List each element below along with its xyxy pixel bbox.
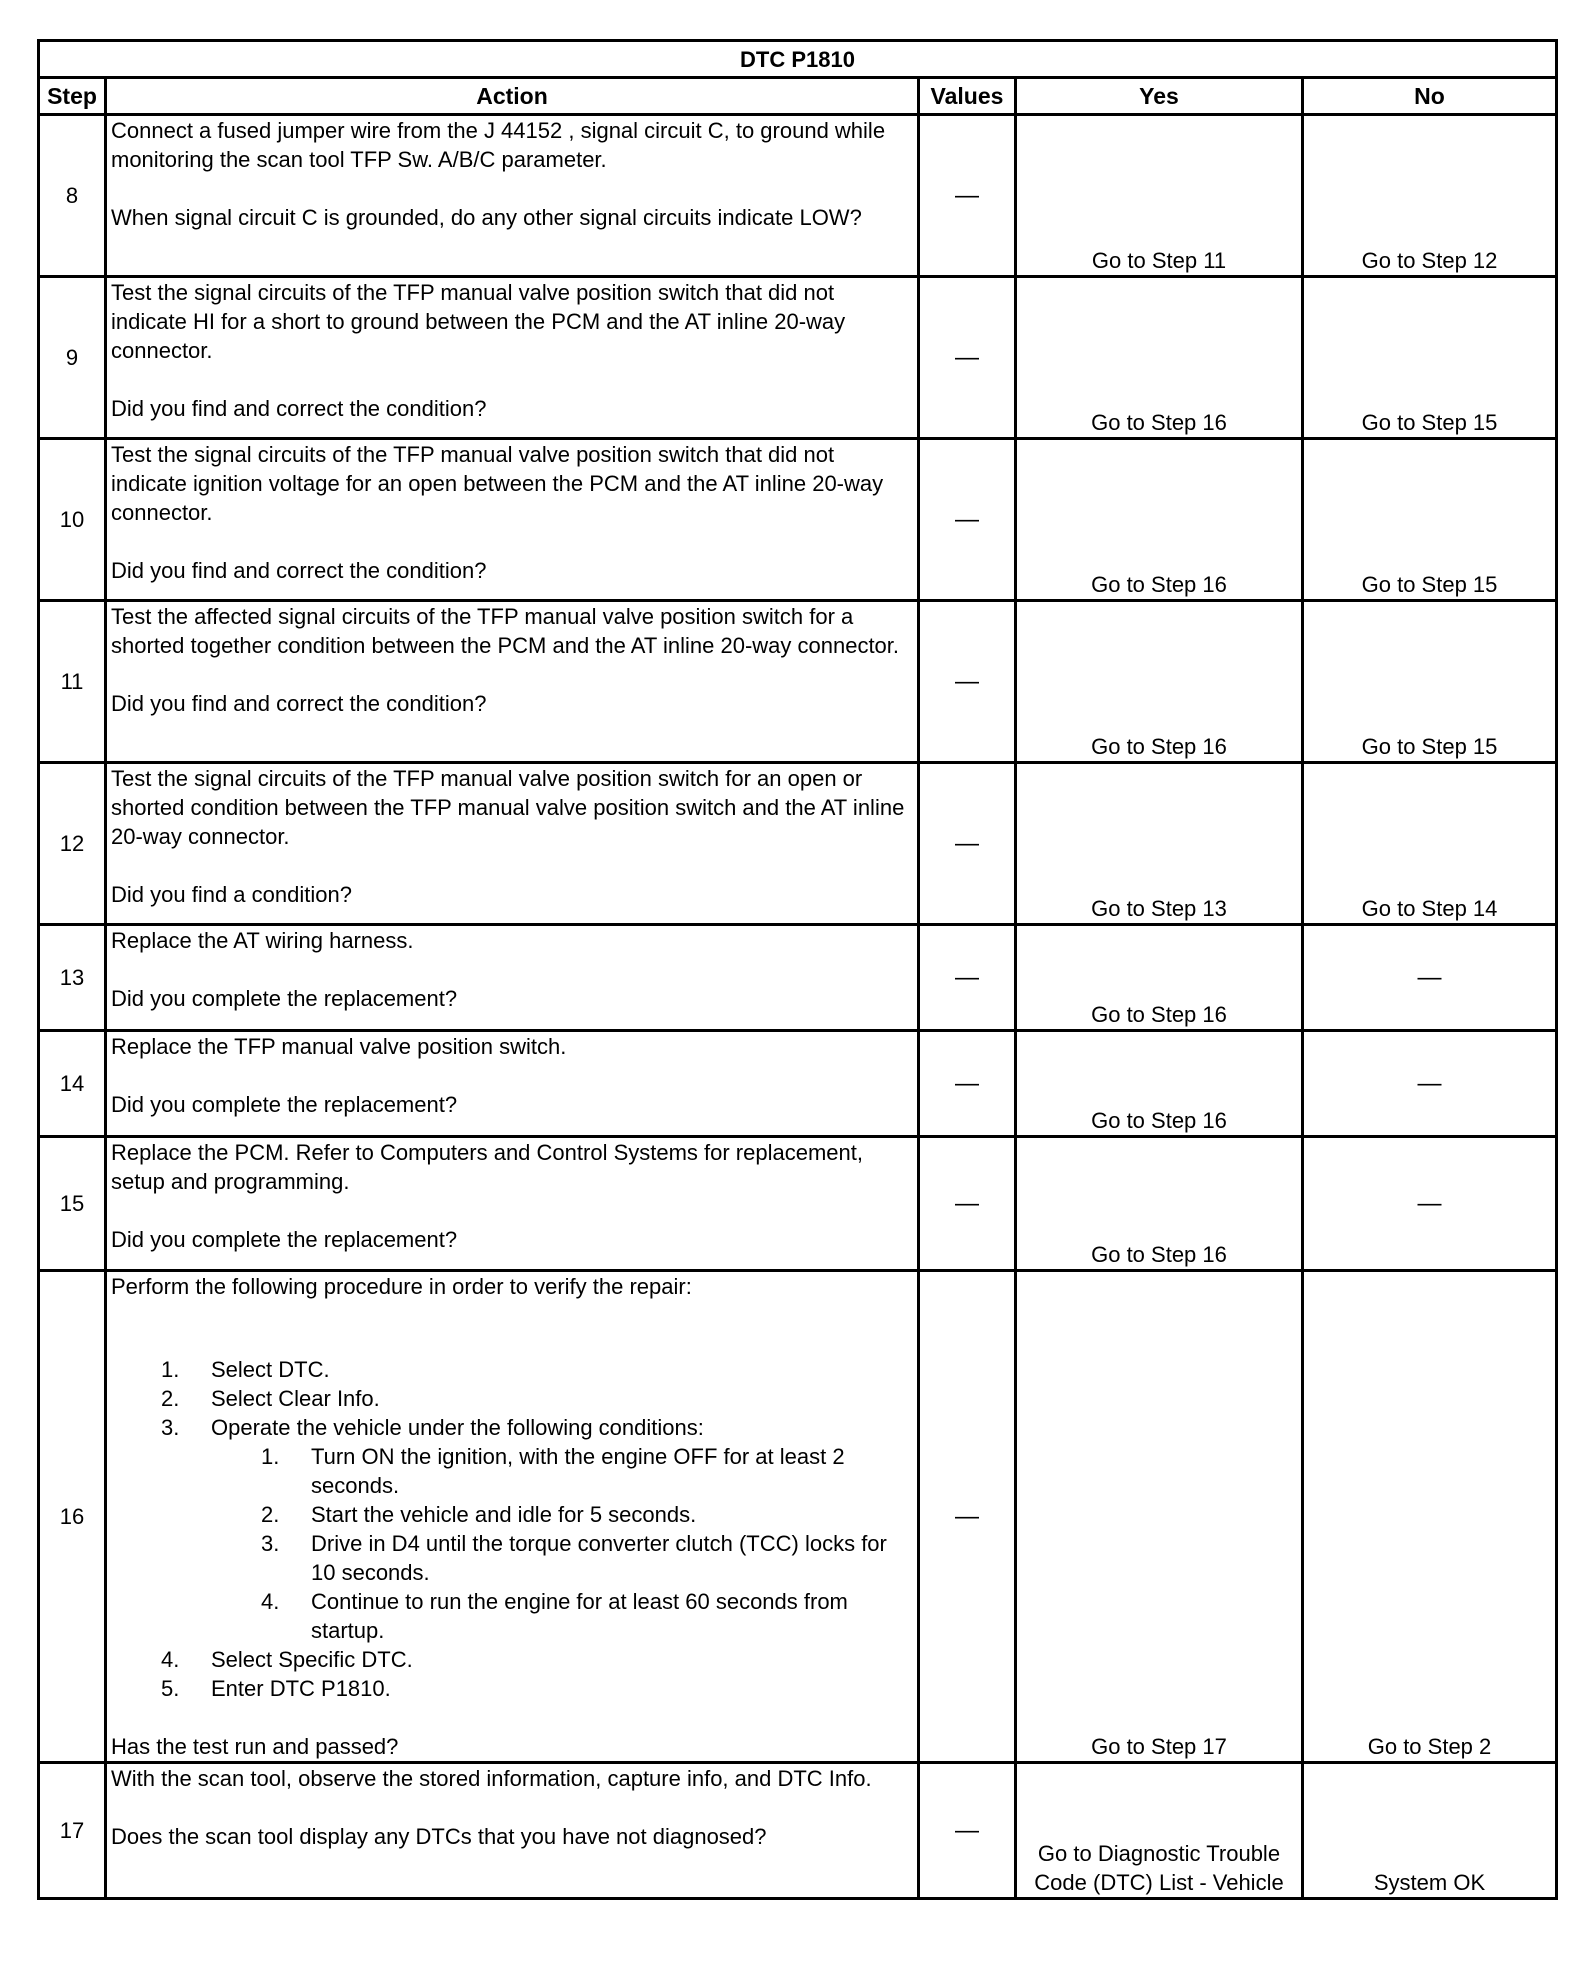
table-row	[39, 601, 1557, 763]
step-number: 9	[39, 277, 106, 439]
yes-cell: Go to Step 16	[1016, 925, 1303, 1031]
yes-cell: Go to Diagnostic Trouble Code (DTC) List - Vehicle	[1016, 1763, 1303, 1899]
action-question: Did you find a condition?	[111, 882, 352, 907]
no-cell: Go to Step 15	[1303, 439, 1557, 601]
values-cell: —	[919, 601, 1016, 763]
procedure-item: 4. Select Specific DTC.	[161, 1647, 413, 1672]
table-row	[39, 1271, 1557, 1763]
no-cell: Go to Step 15	[1303, 601, 1557, 763]
action-text: Perform the following procedure in order to verify the repair:	[111, 1274, 692, 1299]
action-question: Did you find and correct the condition?	[111, 558, 487, 583]
values-cell: —	[919, 925, 1016, 1031]
action-text: Test the signal circuits of the TFP manual valve position switch for an open or shorted condition between the TFP manual valve position switch and the AT inline 20-way connector.	[111, 766, 905, 849]
action-cell	[106, 1763, 919, 1899]
values-cell: —	[919, 1271, 1016, 1763]
yes-cell: Go to Step 16	[1016, 439, 1303, 601]
step-number: 10	[39, 439, 106, 601]
action-question: Does the scan tool display any DTCs that you have not diagnosed?	[111, 1824, 767, 1849]
subprocedure-item: 1. Turn ON the ignition, with the engine OFF for at least 2 seconds.	[261, 1444, 845, 1498]
step-number: 11	[39, 601, 106, 763]
action-question: Did you find and correct the condition?	[111, 691, 487, 716]
step-number: 15	[39, 1137, 106, 1271]
action-text: Replace the AT wiring harness.	[111, 928, 414, 953]
values-cell: —	[919, 1763, 1016, 1899]
action-cell	[106, 1031, 919, 1137]
subprocedure-item: 4. Continue to run the engine for at least 60 seconds from startup.	[261, 1589, 848, 1643]
action-text: With the scan tool, observe the stored information, capture info, and DTC Info.	[111, 1766, 872, 1791]
procedure-item: 1. Select DTC.	[161, 1357, 330, 1382]
values-cell: —	[919, 1137, 1016, 1271]
values-cell: —	[919, 439, 1016, 601]
header-action: Action	[106, 78, 919, 115]
yes-cell: Go to Step 16	[1016, 1137, 1303, 1271]
step-number: 16	[39, 1271, 106, 1763]
table-row	[39, 1763, 1557, 1899]
table-title: DTC P1810	[39, 41, 1557, 78]
yes-cell: Go to Step 16	[1016, 601, 1303, 763]
step-number: 13	[39, 925, 106, 1031]
values-cell: —	[919, 115, 1016, 277]
table-row	[39, 1031, 1557, 1137]
action-text: Test the affected signal circuits of the TFP manual valve position switch for a shorted together condition between the PCM and the AT inline 20-way connector.	[111, 604, 900, 658]
procedure-list	[111, 1355, 913, 1703]
table-row	[39, 115, 1557, 277]
subprocedure-list	[211, 1442, 913, 1645]
no-cell: —	[1303, 1031, 1557, 1137]
table-row	[39, 277, 1557, 439]
step-number: 14	[39, 1031, 106, 1137]
action-text: Test the signal circuits of the TFP manual valve position switch that did not indicate ignition voltage for an open between the PCM and the AT inline 20-way connector.	[111, 442, 884, 525]
action-cell	[106, 115, 919, 277]
procedure-item: 5. Enter DTC P1810.	[161, 1676, 391, 1701]
action-text: Replace the PCM. Refer to Computers and Control Systems for replacement, setup and programming.	[111, 1140, 863, 1194]
subprocedure-item: 3. Drive in D4 until the torque converter clutch (TCC) locks for 10 seconds.	[261, 1531, 887, 1585]
action-question: Did you find and correct the condition?	[111, 396, 487, 421]
values-cell: —	[919, 763, 1016, 925]
action-cell	[106, 763, 919, 925]
action-cell	[106, 1271, 919, 1763]
header-step: Step	[39, 78, 106, 115]
no-cell: —	[1303, 1137, 1557, 1271]
action-text: Connect a fused jumper wire from the J 44152 , signal circuit C, to ground while monitoring the scan tool TFP Sw. A/B/C parameter.	[111, 118, 886, 172]
yes-cell: Go to Step 16	[1016, 1031, 1303, 1137]
table-row	[39, 439, 1557, 601]
action-cell	[106, 277, 919, 439]
procedure-item: 3. Operate the vehicle under the following conditions: 1. Turn ON the ignition, with the engine OFF for at least 2 seconds. 2. Start the vehicle and idle for 5 seconds. 3. Drive in D4 until the torque converter clutch (TCC) locks for 10 seconds. 4. Continue to run the engine for at least 60 seconds from startup.	[211, 1413, 913, 1645]
action-question: Did you complete the replacement?	[111, 1092, 458, 1117]
no-cell: —	[1303, 925, 1557, 1031]
no-cell: Go to Step 14	[1303, 763, 1557, 925]
values-cell: —	[919, 277, 1016, 439]
dtc-table	[37, 39, 1558, 1900]
no-cell: Go to Step 12	[1303, 115, 1557, 277]
header-no: No	[1303, 78, 1557, 115]
subprocedure-item: 2. Start the vehicle and idle for 5 seconds.	[261, 1502, 697, 1527]
action-cell	[106, 601, 919, 763]
action-text: Test the signal circuits of the TFP manual valve position switch that did not indicate HI for a short to ground between the PCM and the AT inline 20-way connector.	[111, 280, 846, 363]
no-cell: Go to Step 15	[1303, 277, 1557, 439]
action-cell	[106, 439, 919, 601]
action-question: Did you complete the replacement?	[111, 1227, 458, 1252]
yes-cell: Go to Step 16	[1016, 277, 1303, 439]
table-row	[39, 763, 1557, 925]
step-number: 17	[39, 1763, 106, 1899]
no-cell: Go to Step 2	[1303, 1271, 1557, 1763]
procedure-item: 2. Select Clear Info.	[161, 1386, 380, 1411]
table-row	[39, 1137, 1557, 1271]
action-question: Did you complete the replacement?	[111, 986, 458, 1011]
action-question: Has the test run and passed?	[111, 1734, 399, 1759]
action-cell	[106, 925, 919, 1031]
action-text: Replace the TFP manual valve position switch.	[111, 1034, 567, 1059]
action-question: When signal circuit C is grounded, do any other signal circuits indicate LOW?	[111, 205, 862, 230]
step-number: 12	[39, 763, 106, 925]
values-cell: —	[919, 1031, 1016, 1137]
yes-cell: Go to Step 17	[1016, 1271, 1303, 1763]
yes-cell: Go to Step 11	[1016, 115, 1303, 277]
step-number: 8	[39, 115, 106, 277]
yes-cell: Go to Step 13	[1016, 763, 1303, 925]
header-yes: Yes	[1016, 78, 1303, 115]
table-row	[39, 925, 1557, 1031]
no-cell: System OK	[1303, 1763, 1557, 1899]
header-values: Values	[919, 78, 1016, 115]
action-cell	[106, 1137, 919, 1271]
